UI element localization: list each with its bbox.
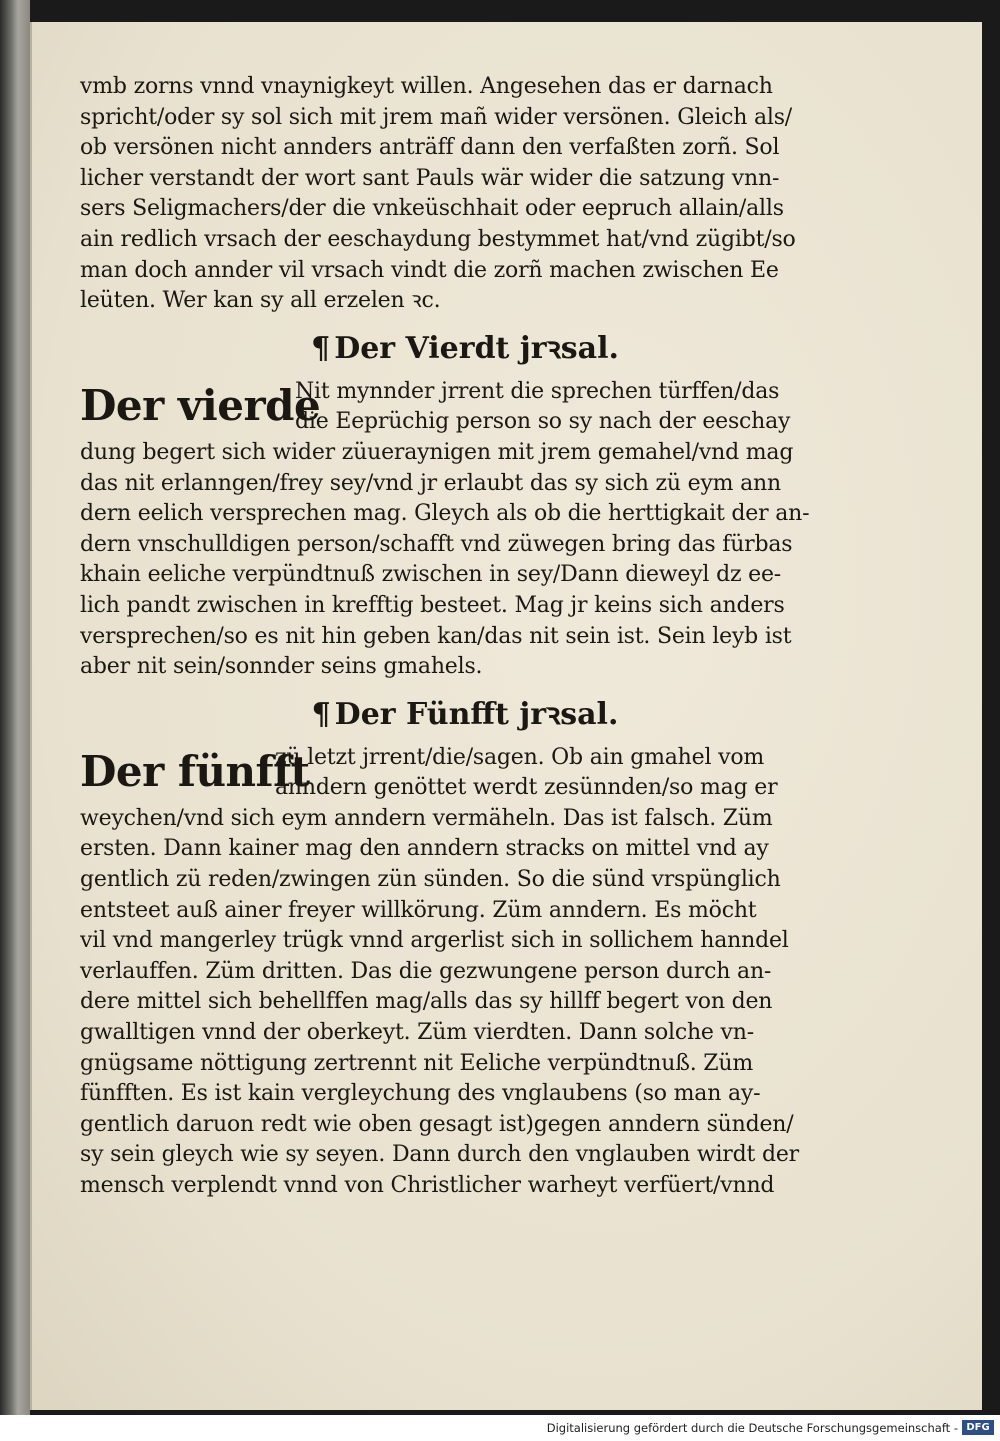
footer-bar	[0, 1415, 1000, 1441]
text-line: gnügsame nöttigung zertrennt nit Eeliche verpündtnuß. Züm	[80, 1050, 754, 1076]
page-text-block	[80, 72, 850, 1202]
initial-words: Der fünfft	[80, 746, 310, 796]
heading-text: Der Vierdt jrꝛsal.	[334, 330, 619, 366]
heading-text: Der Fünfft jrꝛsal.	[334, 696, 619, 732]
text-line: weychen/vnd sich eym anndern vermäheln. Das ist falsch. Züm	[80, 805, 773, 831]
text-line: anndern genöttet werdt zesünnden/so mag er	[275, 775, 778, 801]
text-line: zü letzt jrrent/die/sagen. Ob ain gmahel vom	[275, 744, 765, 770]
text-line: gentlich zü reden/zwingen zün sünden. So die sünd vrspünglich	[80, 867, 781, 893]
text-line: gwalltigen vnnd der oberkeyt. Züm vierdten. Dann solche vn-	[80, 1020, 754, 1046]
book-spine	[0, 0, 30, 1415]
text-line: spricht/oder sy sol sich mit jrem mañ wider versönen. Gleich als/	[80, 104, 793, 130]
dfg-logo: DFG	[962, 1420, 994, 1435]
section-heading-5	[80, 693, 850, 737]
section-heading-4	[80, 327, 850, 371]
text-line: ersten. Dann kainer mag den anndern stracks on mittel vnd ay	[80, 836, 769, 862]
text-line: ob versönen nicht annders anträff dann den verfaßten zorñ. Sol	[80, 135, 780, 161]
text-line: dung begert sich wider züueraynigen mit jrem gemahel/vnd mag	[80, 439, 794, 465]
section-5	[80, 743, 850, 1202]
text-line: gentlich daruon redt wie oben gesagt ist)gegen anndern sünden/	[80, 1111, 794, 1137]
text-line: leüten. Wer kan sy all erzelen ꝛc.	[80, 288, 441, 314]
text-line: vil vnd mangerley trügk vnnd argerlist sich in sollichem hanndel	[80, 928, 789, 954]
funding-credit: Digitalisierung gefördert durch die Deutsche Forschungsgemeinschaft -	[546, 1421, 958, 1435]
text-line: verlauffen. Züm dritten. Das die gezwungene person durch an-	[80, 958, 772, 984]
text-line: dern vnschulldigen person/schafft vnd züwegen bring das fürbas	[80, 531, 793, 557]
text-line: aber nit sein/sonnder seins gmahels.	[80, 654, 483, 680]
pilcrow-mark: ¶	[311, 696, 331, 732]
text-line: entsteet auß ainer freyer willkörung. Züm anndern. Es möcht	[80, 897, 757, 923]
text-line: licher verstandt der wort sant Pauls wär wider die satzung vnn-	[80, 165, 780, 191]
text-line: sers Seligmachers/der die vnkeüschhait oder eepruch allain/alls	[80, 196, 784, 222]
book-page	[30, 22, 982, 1410]
text-line: sy sein gleych wie sy seyen. Dann durch den vnglauben wirdt der	[80, 1142, 799, 1168]
paragraph-1	[80, 72, 850, 317]
text-line: vmb zorns vnnd vnaynigkeyt willen. Angesehen das er darnach	[80, 74, 773, 99]
text-line: dere mittel sich behellffen mag/alls das sy hillff begert von den	[80, 989, 773, 1015]
text-line: lich pandt zwischen in krefftig besteet. Mag jr keins sich anders	[80, 592, 785, 618]
text-line: Nit mynnder jrrent die sprechen türffen/das	[295, 378, 780, 404]
initial-words: Der vierde	[80, 380, 321, 430]
text-line: mensch verplendt vnnd von Christlicher warheyt verfüert/vnnd	[80, 1173, 775, 1198]
text-line: man doch annder vil vrsach vindt die zorñ machen zwischen Ee	[80, 257, 779, 283]
text-line: fünfften. Es ist kain vergleychung des vnglaubens (so man ay-	[80, 1081, 761, 1107]
section-4	[80, 377, 850, 683]
text-line: das nit erlanngen/frey sey/vnd jr erlaubt das sy sich zü eym ann	[80, 470, 781, 496]
text-line: die Eeprüchig person so sy nach der eeschay	[295, 409, 791, 435]
text-line: khain eeliche verpündtnuß zwischen in sey/Dann dieweyl dz ee-	[80, 562, 782, 588]
text-line: versprechen/so es nit hin geben kan/das nit sein ist. Sein leyb ist	[80, 623, 792, 649]
text-line: ain redlich vrsach der eeschaydung bestymmet hat/vnd zügibt/so	[80, 226, 796, 252]
pilcrow-mark: ¶	[311, 330, 331, 366]
text-line: dern eelich versprechen mag. Gleych als ob die herttigkait der an-	[80, 501, 810, 527]
